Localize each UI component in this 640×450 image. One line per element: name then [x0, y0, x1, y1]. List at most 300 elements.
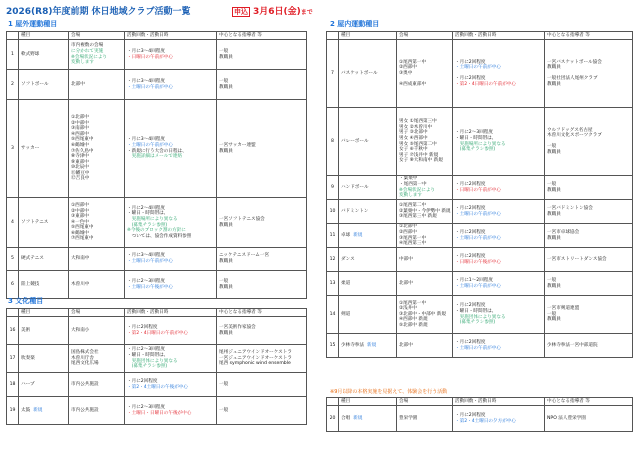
schedule-line: 実施場所により異なる — [455, 141, 506, 147]
venue-line: 尾西文化広場 — [71, 361, 99, 367]
leader-line: 一般 — [547, 181, 557, 187]
row-number: 18 — [7, 373, 19, 397]
row-venue — [69, 248, 125, 271]
type-label: 軟式野球 — [21, 51, 40, 57]
header-row — [327, 32, 633, 40]
venue-line: 市内公共施設 — [71, 407, 99, 413]
row-schedule — [125, 397, 217, 425]
type-label: ハンドボール — [341, 184, 369, 190]
header-no — [327, 398, 339, 406]
venue-line: ※会場状況により — [71, 54, 108, 60]
header-no — [7, 32, 19, 40]
venue-line: ⑫吉良中 — [71, 176, 90, 182]
table-row — [327, 334, 633, 358]
venue-line: ①北部中 — [71, 114, 89, 120]
venue-line: ・尾西第一中 — [399, 181, 427, 187]
schedule-line: ・月に2回程度 — [455, 205, 486, 211]
schedule-line: 実施団体により異なる — [127, 358, 178, 364]
schedule-line: ・土曜日の午前が中心 — [127, 259, 173, 264]
row-schedule — [453, 224, 545, 248]
row-leader — [545, 334, 633, 358]
row-leader — [545, 40, 633, 108]
header-venue: 会場 — [397, 398, 453, 406]
venue-line: 中部中 — [399, 256, 413, 262]
title-text: 休日地域クラブ活動一覧 — [91, 7, 191, 17]
row-schedule — [125, 70, 217, 100]
row-type — [19, 248, 69, 271]
leader-line: ニッケテニスドーム一宮 — [219, 253, 270, 259]
row-schedule — [125, 40, 217, 70]
schedule-line: 実施場所により異なる — [127, 216, 178, 222]
leader-line: 教職員 — [547, 283, 561, 289]
trial-table — [326, 397, 633, 432]
row-leader — [217, 100, 307, 198]
venue-line: 女子 ⑥千秋中 — [399, 147, 428, 153]
row-leader — [545, 200, 633, 224]
row-type — [19, 317, 69, 345]
venue-line: ①尾西第二中 — [399, 203, 427, 209]
schedule-line: (募集チラシ参照) — [455, 147, 496, 153]
leader-line: 教職員 — [219, 330, 233, 336]
schedule-line: ・月に2回程度 — [455, 253, 486, 259]
venue-line: ③尾西第一中 — [399, 235, 427, 241]
venue-line: ②西部中 — [399, 229, 417, 235]
row-number: 14 — [327, 296, 339, 334]
table-row — [7, 40, 307, 70]
schedule-line: ・月に2～3回程度 — [127, 278, 166, 284]
leader-line: 教職員 — [547, 211, 561, 217]
row-number: 10 — [327, 200, 339, 224]
row-type — [19, 198, 69, 248]
type-label: 卓球 — [341, 232, 351, 238]
header-type: 種目 — [339, 398, 397, 406]
table-row — [327, 200, 633, 224]
row-venue — [397, 200, 453, 224]
row-leader — [217, 373, 307, 397]
leader-line: 教職員 — [219, 148, 233, 154]
row-venue — [69, 198, 125, 248]
leader-line: 一宮ソフトテニス協会 — [219, 216, 265, 222]
table-row — [327, 296, 633, 334]
row-schedule — [125, 317, 217, 345]
leader-line: 一般 — [219, 78, 229, 84]
type-label: ソフトテニス — [21, 219, 49, 225]
row-venue — [397, 224, 453, 248]
indoor-table — [326, 31, 633, 358]
deadline — [232, 4, 313, 17]
leader-line: 一宮バドミントン協会 — [547, 205, 593, 211]
venue-line: 男子 ⑦浅井中 新規 — [399, 152, 439, 158]
leader-line: 一宮市剣道連盟 — [547, 306, 580, 312]
venue-line: ⑥鶴城中 — [71, 230, 89, 236]
venue-line: 木曽川庁舎 — [71, 355, 94, 361]
row-leader — [217, 248, 307, 271]
table-row — [7, 345, 307, 373]
row-number: 6 — [7, 271, 19, 299]
row-schedule — [125, 271, 217, 299]
header-type: 種目 — [19, 32, 69, 40]
trial-note: ※9月以降の本格実施を見据えて、体験会を行う活動 — [330, 389, 448, 395]
venue-line: 木曽川中 — [71, 281, 90, 287]
row-venue — [69, 70, 125, 100]
row-leader — [217, 198, 307, 248]
row-schedule — [125, 373, 217, 397]
schedule-line: (募集チラシ参照) — [127, 364, 168, 370]
venue-line: ⑧寺津中 — [71, 154, 89, 160]
row-type — [19, 271, 69, 299]
type-label: 柔道 — [341, 280, 351, 286]
schedule-line: ・土曜日の午後が中心 — [127, 284, 173, 290]
type-label: ダンス — [341, 256, 355, 262]
leader-line: 一般 — [219, 381, 229, 387]
section-indoor: 2 屋内運動種目 — [330, 20, 380, 28]
schedule-line: ・曜日・時間帯は、 — [455, 308, 497, 314]
venue-line: 男女 ⑤尾西第二中 — [399, 141, 437, 147]
leader-line: 一般 — [547, 144, 557, 150]
table-row — [7, 100, 307, 198]
type-label: 吹奏楽 — [21, 355, 35, 361]
venue-line: 豊栄学園 — [399, 415, 418, 421]
venue-line: ⑨東部中 — [71, 159, 89, 165]
row-leader — [217, 70, 307, 100]
header-schedule: 活動回数・活動日時 — [125, 309, 217, 317]
row-schedule — [453, 406, 545, 432]
row-number: 5 — [7, 248, 19, 271]
row-venue — [397, 296, 453, 334]
schedule-line: ・月に2～3回程度 — [455, 130, 494, 136]
row-type — [339, 334, 397, 358]
venue-line: 国島株式会社 — [71, 350, 99, 356]
row-venue — [69, 317, 125, 345]
header-type: 種目 — [339, 32, 397, 40]
venue-line: 女子 ⑧大和南中 新規 — [399, 158, 443, 164]
schedule-line: ・日曜日の午後が中心 — [455, 259, 501, 265]
venue-line: ・葉栗中 — [399, 176, 418, 182]
header-type: 種目 — [19, 309, 69, 317]
header-leader: 中心となる指導者 等 — [545, 398, 633, 406]
type-label: 少林寺拳法 — [341, 342, 364, 348]
venue-line: 市内公共施設 — [71, 381, 99, 387]
leader-line: 一般 — [219, 407, 229, 413]
type-label: 剣道 — [341, 311, 351, 317]
venue-line: 北部中 — [71, 81, 85, 87]
leader-line: 木曽川文化スポーツクラブ — [547, 133, 602, 139]
table-row — [7, 198, 307, 248]
schedule-line: (募集チラシ参照) — [455, 320, 496, 326]
header-schedule: 活動回数・活動日時 — [453, 32, 545, 40]
leader-line: 一般社団法人尾州クラブ — [547, 76, 598, 82]
row-schedule — [453, 296, 545, 334]
venue-line: に分かれて実施 — [71, 48, 104, 54]
row-number: 2 — [7, 70, 19, 100]
venue-line: ③南部中 — [71, 126, 89, 132]
row-schedule — [125, 100, 217, 198]
row-leader — [217, 271, 307, 299]
title-year: 2026(R8)年度前期 — [6, 7, 89, 17]
schedule-line: ・第2・4日曜日の午前が中心 — [455, 81, 516, 87]
venue-line: ④西成東部中 — [399, 81, 427, 87]
row-venue — [397, 248, 453, 272]
table-row — [327, 108, 633, 176]
schedule-line: ・月に2回程度 — [455, 303, 486, 309]
row-number: 16 — [7, 317, 19, 345]
header-venue: 会場 — [397, 32, 453, 40]
table-row — [327, 248, 633, 272]
schedule-line: ・月に2回程度 — [455, 229, 486, 235]
row-leader — [545, 108, 633, 176]
leader-line: 教職員 — [219, 222, 233, 228]
new-badge: 新規 — [33, 407, 43, 413]
schedule-line: ・月に3～4回程度 — [127, 78, 166, 84]
header-schedule: 活動回数・活動日時 — [125, 32, 217, 40]
schedule-line: ・土曜日の午前が中心 — [455, 65, 501, 71]
row-type — [339, 272, 397, 296]
leader-line: 一宮バスケットボール協会 — [547, 59, 602, 65]
schedule-line: (募集チラシ参照) — [127, 222, 168, 228]
table-row — [327, 176, 633, 200]
row-leader — [217, 317, 307, 345]
row-venue — [69, 397, 125, 425]
leader-line: 一般 — [219, 278, 229, 284]
row-schedule — [125, 345, 217, 373]
venue-line: ③尾西第三中 新規 — [399, 214, 437, 220]
header-leader: 中心となる指導者 等 — [217, 309, 307, 317]
new-badge: 新規 — [353, 232, 363, 238]
row-schedule — [453, 272, 545, 296]
venue-line: 男女 ②木曽川中 — [399, 124, 433, 130]
schedule-line: ・月に2～4回程度 — [127, 205, 166, 211]
schedule-line: ・月に3～4回程度 — [127, 253, 166, 259]
leader-line: 教職員 — [219, 54, 233, 60]
schedule-line: ・月に2回程度 — [455, 339, 486, 345]
header-row — [7, 32, 307, 40]
table-row — [7, 70, 307, 100]
row-number: 13 — [327, 272, 339, 296]
row-leader — [217, 345, 307, 373]
row-type — [19, 373, 69, 397]
venue-line: ③北部中・中部中 新規 — [399, 311, 446, 317]
schedule-line: ・第2・4土曜日の夕方が中心 — [455, 418, 516, 424]
row-number: 11 — [327, 224, 339, 248]
venue-line: 市内複数の会場 — [71, 43, 104, 49]
table-row — [7, 248, 307, 271]
header-leader: 中心となる指導者 等 — [545, 32, 633, 40]
venue-line: ⑦西尾東中 — [71, 236, 94, 242]
schedule-line: ・土曜日の午前が中心 — [127, 142, 173, 148]
venue-line: ④西部中 新規 — [399, 317, 428, 323]
row-number: 15 — [327, 334, 339, 358]
row-leader — [545, 272, 633, 296]
row-schedule — [453, 40, 545, 108]
venue-line: 男女 ①尾西第三中 — [399, 119, 437, 125]
venue-line: ②西部中 — [399, 65, 417, 71]
row-type — [19, 40, 69, 70]
row-number: 17 — [7, 345, 19, 373]
venue-line: ⑤西尾東中 — [71, 137, 94, 143]
new-badge: 新規 — [366, 342, 377, 348]
venue-line: ②浅井中 — [399, 306, 417, 312]
row-type — [19, 70, 69, 100]
schedule-line: ついては、協会作成資料参照 — [127, 233, 192, 239]
header-schedule: 活動回数・活動日時 — [453, 398, 545, 406]
venue-line: ④西部中 — [71, 131, 89, 137]
schedule-line: ・曜日・時間帯は、 — [127, 352, 169, 358]
venue-line: 大和南中 — [71, 256, 90, 262]
row-venue — [69, 100, 125, 198]
leader-line: 尾州ジュニアウインドオーケストラ — [219, 350, 292, 356]
row-schedule — [125, 248, 217, 271]
schedule-line: 実施詳細はメールで連絡 — [127, 154, 183, 160]
schedule-line: ・土曜日の午前が中心 — [127, 84, 173, 90]
row-venue — [69, 373, 125, 397]
row-venue — [69, 40, 125, 70]
row-schedule — [453, 248, 545, 272]
leader-line: 教職員 — [547, 65, 561, 71]
leader-line: 教職員 — [547, 317, 561, 323]
venue-line: ⑤北部中 新規 — [399, 322, 428, 328]
row-type — [19, 345, 69, 373]
venue-line: ③奥中 — [399, 70, 413, 76]
row-number: 20 — [327, 406, 339, 432]
deadline-date: 3月6日(金) — [253, 7, 301, 17]
row-venue — [69, 345, 125, 373]
table-row — [327, 40, 633, 108]
section-outdoor: 1 屋外運動種目 — [8, 20, 58, 28]
row-type — [19, 397, 69, 425]
venue-line: 変動します — [71, 60, 94, 66]
row-type — [339, 200, 397, 224]
venue-line: 変動します — [399, 193, 422, 199]
schedule-line: ・月に2回程度 — [455, 59, 486, 65]
row-number: 3 — [7, 100, 19, 198]
row-venue — [69, 271, 125, 299]
row-type — [339, 40, 397, 108]
table-row — [327, 406, 633, 432]
row-schedule — [453, 108, 545, 176]
leader-line: 教職員 — [547, 235, 561, 241]
schedule-line: ・月に3～4回程度 — [127, 48, 166, 54]
schedule-line: ・月に1～2回程度 — [455, 277, 494, 283]
venue-line: ①北部中 — [399, 224, 417, 230]
row-schedule — [453, 200, 545, 224]
row-schedule — [453, 334, 545, 358]
venue-line: ⑪幡豆中 — [71, 170, 90, 176]
leader-line: 一宮ジュニアウインドオーケストラ — [219, 355, 292, 361]
table-row — [7, 317, 307, 345]
venue-line: ※会場状況により — [399, 187, 436, 193]
venue-line: 大和南小 — [71, 327, 90, 333]
type-label: バドミントン — [341, 208, 369, 214]
row-type — [339, 224, 397, 248]
row-leader — [545, 296, 633, 334]
schedule-line: ・第2・4土曜日の午後が中心 — [127, 384, 188, 390]
leader-line: 教職員 — [547, 149, 561, 155]
venue-line: 北部中 — [399, 342, 413, 348]
row-venue — [397, 272, 453, 296]
row-type — [339, 176, 397, 200]
venue-line: ①尾西第一中 — [399, 59, 427, 65]
schedule-line: ・曜日・時間帯は、 — [127, 211, 169, 217]
venue-line: ④一色中 — [71, 219, 89, 225]
row-leader — [545, 406, 633, 432]
leader-line: 教職員 — [547, 81, 561, 87]
culture-table — [6, 308, 307, 425]
header-no — [7, 309, 19, 317]
schedule-line: ・第2・4日曜日の午前が中心 — [127, 330, 188, 336]
venue-line: ⑩北辰中 — [71, 165, 89, 171]
leader-line: ウルフドッグス名古屋 — [547, 127, 593, 133]
leader-line: NPO 法人豊栄学園 — [547, 415, 586, 421]
section-culture: 3 文化種目 — [8, 297, 44, 305]
row-type — [19, 100, 69, 198]
venue-line: 男子 ③北部中 — [399, 130, 428, 136]
schedule-line: ・月に2回程度 — [455, 412, 486, 418]
row-type — [339, 406, 397, 432]
leader-line: 一宮市ストリートダンス協会 — [547, 256, 607, 262]
row-type — [339, 248, 397, 272]
venue-line: ①西部中 — [71, 202, 89, 208]
header-row — [327, 398, 633, 406]
page-title — [6, 4, 190, 17]
schedule-line: 実施団体により異なる — [455, 314, 506, 320]
table-row — [327, 272, 633, 296]
row-leader — [217, 397, 307, 425]
leader-line: 一宮美術作家協会 — [219, 324, 256, 330]
row-leader — [545, 224, 633, 248]
header-venue: 会場 — [69, 32, 125, 40]
schedule-line: ・月に3～4回程度 — [127, 137, 166, 143]
leader-line: 教職員 — [219, 84, 233, 90]
row-schedule — [125, 198, 217, 248]
type-label: 陸上競技 — [21, 281, 40, 287]
venue-line: ②中部中 — [71, 208, 89, 214]
leader-line: 一宮サッカー連盟 — [219, 142, 256, 148]
venue-line: 北部中 — [399, 280, 413, 286]
table-row — [7, 373, 307, 397]
deadline-box: 申込 — [234, 8, 248, 16]
type-label: ソフトボール — [21, 81, 49, 87]
leader-line: 一宮市卓球協会 — [547, 229, 580, 235]
type-label: バスケットボール — [341, 70, 378, 76]
schedule-line: ・曜日・時間帯は、 — [455, 135, 497, 141]
row-number: 8 — [327, 108, 339, 176]
row-leader — [545, 248, 633, 272]
type-label: ハープ — [21, 381, 35, 387]
schedule-line: ・月に2回程度 — [455, 181, 486, 187]
row-venue — [397, 406, 453, 432]
table-row — [7, 397, 307, 425]
venue-line: ②中部中 — [71, 120, 89, 126]
venue-line: ⑤西尾東中 — [71, 225, 94, 231]
row-type — [339, 296, 397, 334]
row-leader — [217, 40, 307, 70]
new-badge: 新規 — [353, 415, 363, 421]
header-no — [327, 32, 339, 40]
schedule-line: ・新規に行う大会の日程は、 — [127, 148, 187, 154]
schedule-line: ・日曜日の午前が中心 — [455, 187, 501, 193]
type-label: サッカー — [21, 145, 40, 151]
venue-line: ⑥鶴城中 — [71, 142, 89, 148]
row-venue — [397, 334, 453, 358]
table-row — [7, 271, 307, 299]
schedule-line: ・月に2回程度 — [455, 76, 486, 82]
header-leader: 中心となる指導者 等 — [217, 32, 307, 40]
row-leader — [545, 176, 633, 200]
row-number: 4 — [7, 198, 19, 248]
type-label: 合唱 — [341, 415, 351, 421]
schedule-line: ・月に2～3回程度 — [127, 347, 166, 353]
venue-line: ③東部中 — [71, 214, 89, 220]
